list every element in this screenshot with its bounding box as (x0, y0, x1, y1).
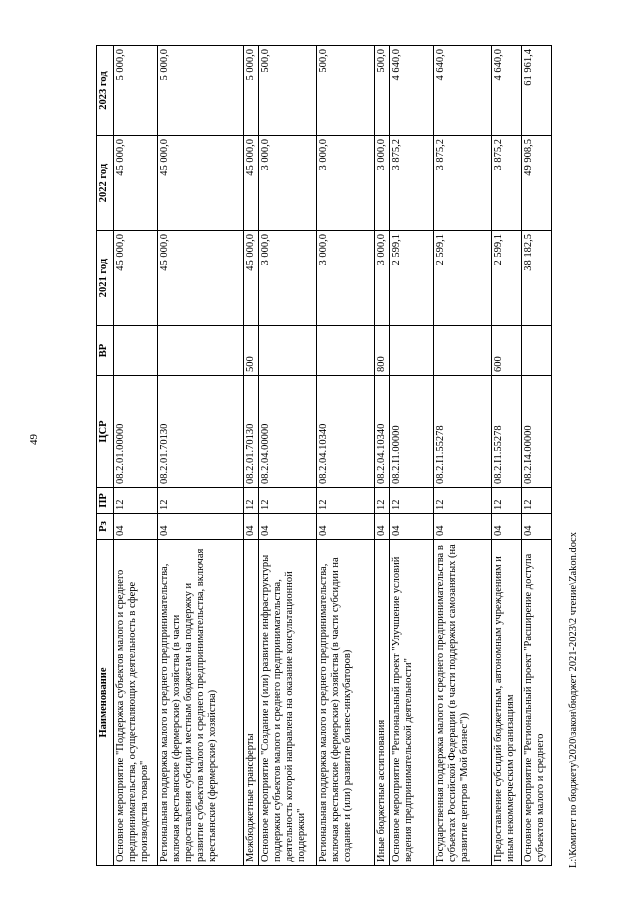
cell-vr (158, 326, 244, 376)
cell-2022: 45 000,0 (114, 136, 158, 231)
cell-2021: 3 000,0 (259, 231, 317, 326)
table-row (434, 46, 492, 866)
cell-vr (114, 326, 158, 376)
table-row (114, 46, 158, 866)
cell-rz: 04 (522, 514, 552, 540)
cell-pr: 12 (375, 488, 390, 514)
cell-vr: 800 (375, 326, 390, 376)
cell-csr: 08.2.01.70130 (244, 376, 259, 488)
cell-rz: 04 (375, 514, 390, 540)
cell-csr: 08.2.I1.55278 (492, 376, 522, 488)
cell-2023: 500,0 (317, 46, 375, 136)
cell-2023: 4 640,0 (434, 46, 492, 136)
cell-2021: 3 000,0 (317, 231, 375, 326)
header-2021: 2021 год (97, 231, 114, 326)
cell-pr: 12 (434, 488, 492, 514)
table-row (259, 46, 317, 866)
cell-2023: 500,0 (375, 46, 390, 136)
cell-2021: 3 000,0 (375, 231, 390, 326)
table-row (158, 46, 244, 866)
cell-2023: 500,0 (259, 46, 317, 136)
cell-rz: 04 (390, 514, 434, 540)
header-vr: ВР (97, 326, 114, 376)
header-csr: ЦСР (97, 376, 114, 488)
cell-pr: 12 (158, 488, 244, 514)
cell-pr: 12 (259, 488, 317, 514)
cell-vr: 600 (492, 326, 522, 376)
footer-file-path: L:\Комитет по бюджету\2020\закон\бюджет 2021-2023\2 чтение\Zakon.docx (568, 532, 579, 868)
cell-2023: 5 000,0 (114, 46, 158, 136)
cell-2022: 45 000,0 (244, 136, 259, 231)
cell-name: Основное мероприятие "Региональный проект "Улучшение условий ведения предпринимательской деятельности" (390, 540, 434, 866)
cell-csr: 08.2.I1.55278 (434, 376, 492, 488)
cell-rz: 04 (259, 514, 317, 540)
cell-vr (390, 326, 434, 376)
cell-vr (434, 326, 492, 376)
cell-name: Межбюджетные трансферты (244, 540, 259, 866)
cell-2022: 3 000,0 (317, 136, 375, 231)
cell-2023: 5 000,0 (244, 46, 259, 136)
cell-2023: 61 961,4 (522, 46, 552, 136)
table-row (375, 46, 390, 866)
cell-rz: 04 (114, 514, 158, 540)
cell-csr: 08.2.I4.00000 (522, 376, 552, 488)
cell-pr: 12 (492, 488, 522, 514)
cell-rz: 04 (317, 514, 375, 540)
cell-pr: 12 (317, 488, 375, 514)
cell-name: Региональная поддержка малого и среднего предпринимательства, включая крестьянские (фермерские) хозяйства (в части предоставления субсидии местным бюджетам на поддержку и развитие субъектов малого и среднего предпринимательства, включая крестьянские (фермерские) хозяйства) (158, 540, 244, 866)
cell-pr: 12 (522, 488, 552, 514)
cell-csr: 08.2.I1.00000 (390, 376, 434, 488)
cell-csr: 08.2.04.10340 (317, 376, 375, 488)
cell-2021: 2 599,1 (390, 231, 434, 326)
cell-2022: 3 875,2 (390, 136, 434, 231)
cell-2023: 5 000,0 (158, 46, 244, 136)
header-pr: ПР (97, 488, 114, 514)
table-row (244, 46, 259, 866)
cell-2022: 3 875,2 (434, 136, 492, 231)
cell-2022: 49 908,5 (522, 136, 552, 231)
cell-pr: 12 (114, 488, 158, 514)
cell-2023: 4 640,0 (492, 46, 522, 136)
table-row (317, 46, 375, 866)
cell-2022: 3 000,0 (259, 136, 317, 231)
cell-vr (522, 326, 552, 376)
header-2022: 2022 год (97, 136, 114, 231)
header-2023: 2023 год (97, 46, 114, 136)
budget-table (96, 45, 552, 866)
cell-2022: 3 000,0 (375, 136, 390, 231)
cell-vr: 500 (244, 326, 259, 376)
cell-name: Региональная поддержка малого и среднего предпринимательства, включая крестьянские (фермерские) хозяйства (в части субсидии на создание и (или) развитие бизнес-инкубаторов) (317, 540, 375, 866)
cell-csr: 08.2.01.70130 (158, 376, 244, 488)
header-rz: Рз (97, 514, 114, 540)
cell-name: Основное мероприятие "Региональный проект "Расширение доступа субъектов малого и среднего (522, 540, 552, 866)
rotated-table-container (96, 46, 564, 866)
cell-csr: 08.2.04.10340 (375, 376, 390, 488)
cell-name: Государственная поддержка малого и среднего предпринимательства в субъектах Российской Федерации (в части поддержки самозанятых (на развитие центров "Мой бизнес")) (434, 540, 492, 866)
cell-pr: 12 (244, 488, 259, 514)
cell-2021: 45 000,0 (114, 231, 158, 326)
cell-rz: 04 (434, 514, 492, 540)
cell-pr: 12 (390, 488, 434, 514)
table-row (522, 46, 552, 866)
table-row (390, 46, 434, 866)
cell-name: Предоставление субсидий бюджетным, автономным учреждениям и иным некоммерческим организациям (492, 540, 522, 866)
cell-2022: 45 000,0 (158, 136, 244, 231)
cell-name: Основное мероприятие "Создание и (или) развитие инфраструктуры поддержки субъектов малого и среднего предпринимательства, деятельность которой направлена на оказание консультационной поддержки" (259, 540, 317, 866)
cell-2022: 3 875,2 (492, 136, 522, 231)
page-number: 49 (28, 434, 40, 445)
cell-2021: 45 000,0 (244, 231, 259, 326)
cell-csr: 08.2.04.00000 (259, 376, 317, 488)
header-name: Наименование (97, 540, 114, 866)
table-header-row (97, 46, 114, 866)
cell-2021: 45 000,0 (158, 231, 244, 326)
cell-vr (317, 326, 375, 376)
cell-vr (259, 326, 317, 376)
cell-csr: 08.2.01.00000 (114, 376, 158, 488)
cell-name: Иные бюджетные ассигнования (375, 540, 390, 866)
cell-rz: 04 (244, 514, 259, 540)
table-body (114, 46, 552, 866)
cell-rz: 04 (158, 514, 244, 540)
cell-2023: 4 640,0 (390, 46, 434, 136)
cell-2021: 2 599,1 (434, 231, 492, 326)
table-row (492, 46, 522, 866)
cell-rz: 04 (492, 514, 522, 540)
cell-2021: 2 599,1 (492, 231, 522, 326)
cell-2021: 38 182,5 (522, 231, 552, 326)
cell-name: Основное мероприятие "Поддержка субъектов малого и среднего предпринимательства, осуществляющих деятельность в сфере производства товаров" (114, 540, 158, 866)
